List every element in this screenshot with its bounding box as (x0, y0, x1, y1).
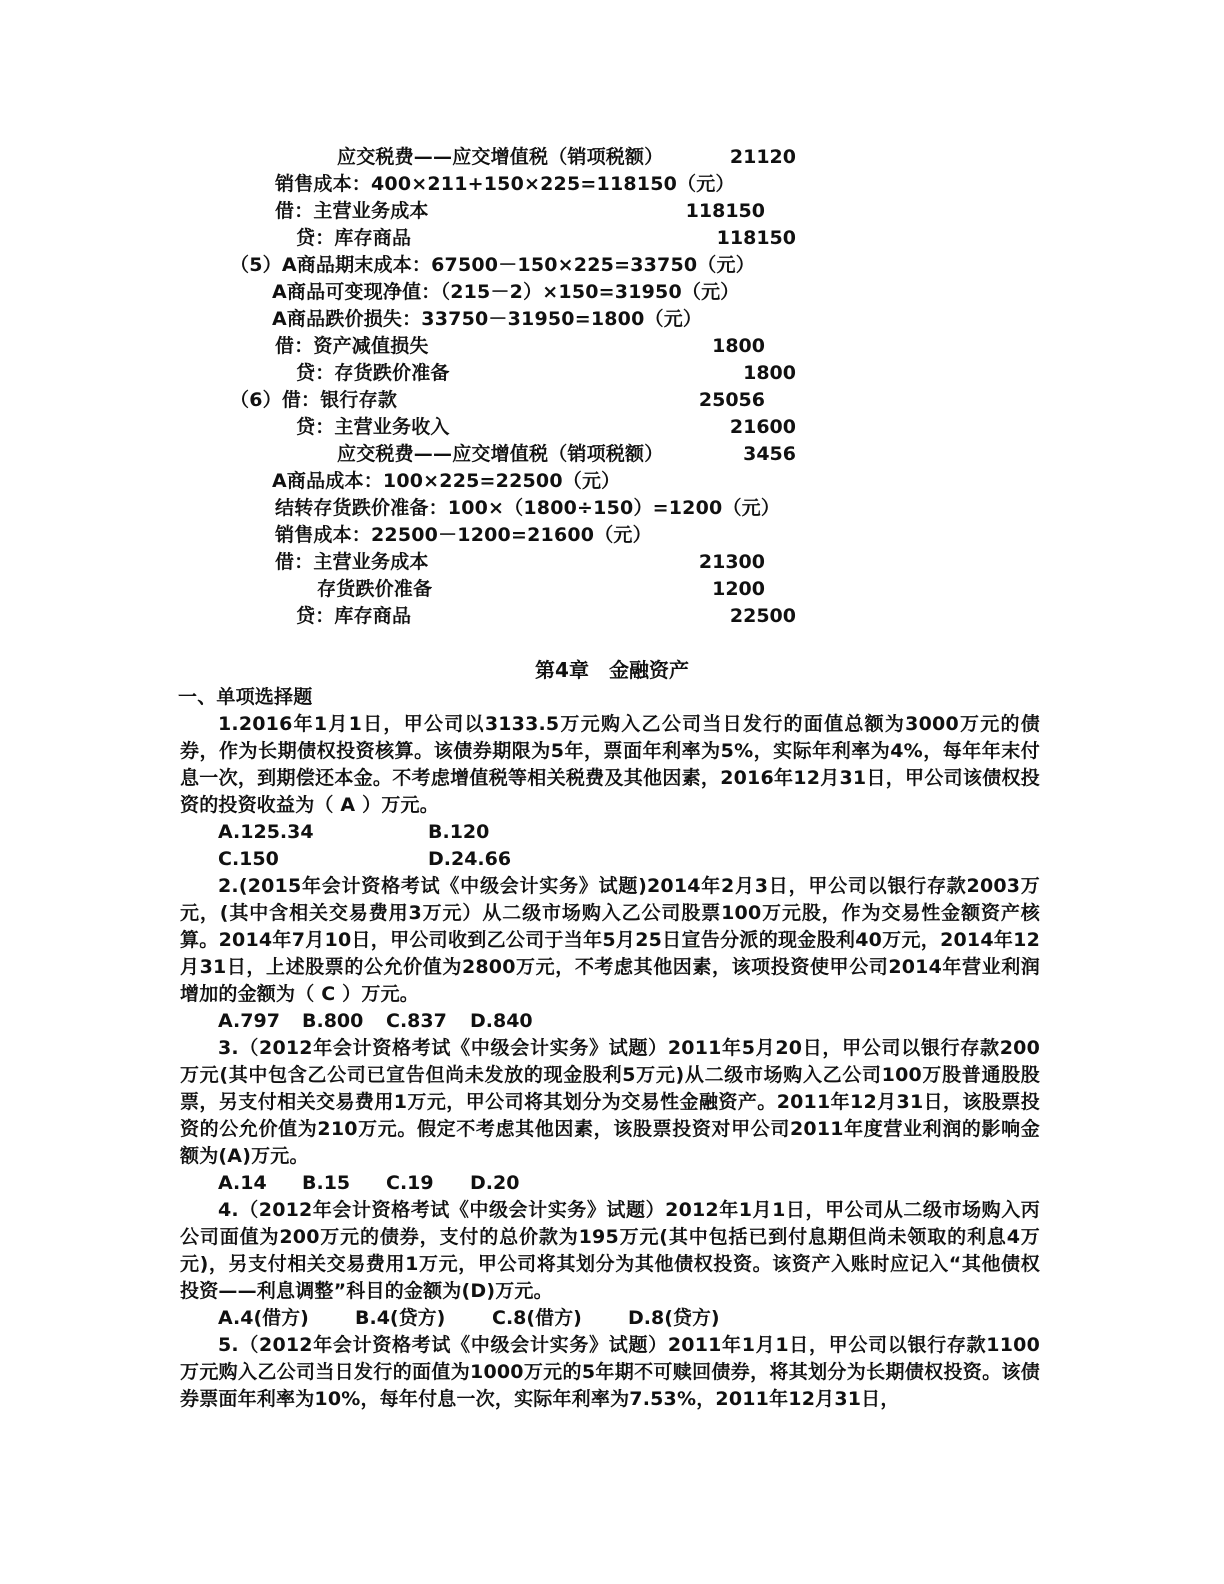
option: C.19 (386, 1172, 434, 1194)
entry-line: 借：主营业务成本 (275, 551, 429, 573)
entry-line: 应交税费——应交增值税（销项税额） (337, 146, 664, 168)
entry-line: 借：资产减值损失 (275, 335, 429, 357)
entry-line: 贷：主营业务收入 (296, 416, 450, 438)
entry-amount: 21600 (729, 416, 796, 438)
option: D.24.66 (428, 848, 512, 870)
entry-line: 贷：库存商品 (296, 227, 412, 249)
entry-line: 结转存货跌价准备：100×（1800÷150）=1200（元） (275, 497, 781, 519)
option: B.15 (302, 1172, 351, 1194)
entry-amount: 118150 (716, 227, 796, 249)
option: B.120 (428, 821, 490, 843)
option: A.125.34 (218, 821, 314, 843)
entry-line: （5）A商品期末成本：67500－150×225=33750（元） (230, 254, 755, 276)
section-heading: 一、单项选择题 (178, 686, 313, 708)
option: D.20 (470, 1172, 520, 1194)
question-text: 1.2016年1月1日，甲公司以3133.5万元购入乙公司当日发行的面值总额为3000万元的债券，作为长期债权投资核算。该债券期限为5年，票面年利率为5%，实际年利率为4%，每年年末付息一次，到期偿还本金。不考虑增值税等相关税费及其他因素，2016年12月31日，甲公司该债权投资的投资收益为（ A ）万元。 (180, 713, 1040, 816)
entry-amount: 21300 (698, 551, 765, 573)
entry-amount: 25056 (698, 389, 765, 411)
option: A.4(借方) (218, 1307, 309, 1329)
entry-line: A商品成本：100×225=22500（元） (272, 470, 621, 492)
option: C.150 (218, 848, 279, 870)
entry-line: 应交税费——应交增值税（销项税额） (337, 443, 664, 465)
entry-line: 贷：库存商品 (296, 605, 412, 627)
chapter-number: 第4章 (535, 658, 589, 682)
option: C.8(借方) (492, 1307, 582, 1329)
option: D.8(贷方) (628, 1307, 720, 1329)
entry-amount: 1800 (743, 362, 796, 384)
option: C.837 (386, 1010, 447, 1032)
entry-amount: 22500 (729, 605, 796, 627)
entry-line: 存货跌价准备 (317, 578, 433, 600)
entry-line: 借：主营业务成本 (275, 200, 429, 222)
entry-amount: 1800 (712, 335, 765, 357)
entry-line: 贷：存货跌价准备 (296, 362, 450, 384)
chapter-title (0, 656, 1224, 684)
entry-line: A商品跌价损失：33750－31950=1800（元） (272, 308, 703, 330)
entry-line: 销售成本：400×211+150×225=118150（元） (275, 173, 735, 195)
option: A.14 (218, 1172, 267, 1194)
question-text: 4.（2012年会计资格考试《中级会计实务》试题）2012年1月1日，甲公司从二级市场购入丙公司面值为200万元的债券，支付的总价款为195万元(其中包括已到付息期但尚未领取的利息4万元)，另支付相关交易费用1万元，甲公司将其划分为其他债权投资。该资产入账时应记入“其他债权投资——利息调整”科目的金额为(D)万元。 (180, 1199, 1040, 1302)
entry-amount: 1200 (712, 578, 765, 600)
entry-amount: 3456 (743, 443, 796, 465)
question-text: 5.（2012年会计资格考试《中级会计实务》试题）2011年1月1日，甲公司以银行存款1100万元购入乙公司当日发行的面值为1000万元的5年期不可赎回债券，将其划分为长期债权投资。该债券票面年利率为10%，每年付息一次，实际年利率为7.53%，2011年12月31日， (180, 1334, 1040, 1410)
option: D.840 (470, 1010, 533, 1032)
entry-amount: 21120 (729, 146, 796, 168)
chapter-name: 金融资产 (608, 658, 689, 682)
entry-amount: 118150 (685, 200, 765, 222)
entry-line: （6）借：银行存款 (230, 389, 398, 411)
entry-line: A商品可变现净值：（215－2）×150=31950（元） (272, 281, 740, 303)
entry-line: 销售成本：22500－1200=21600（元） (275, 524, 652, 546)
question-text: 3.（2012年会计资格考试《中级会计实务》试题）2011年5月20日，甲公司以银行存款200万元(其中包含乙公司已宣告但尚未发放的现金股利5万元)从二级市场购入乙公司100万股普通股股票，另支付相关交易费用1万元，甲公司将其划分为交易性金融资产。2011年12月31日，该股票投资的公允价值为210万元。假定不考虑其他因素，该股票投资对甲公司2011年度营业利润的影响金额为(A)万元。 (180, 1037, 1040, 1167)
question-text: 2.(2015年会计资格考试《中级会计实务》试题)2014年2月3日，甲公司以银行存款2003万元，(其中含相关交易费用3万元）从二级市场购入乙公司股票100万元股，作为交易性金额资产核算。2014年7月10日，甲公司收到乙公司于当年5月25日宣告分派的现金股利40万元，2014年12月31日，上述股票的公允价值为2800万元，不考虑其他因素，该项投资使甲公司2014年营业利润增加的金额为（ C ）万元。 (180, 875, 1040, 1005)
option: A.797 (218, 1010, 280, 1032)
option: B.4(贷方) (355, 1307, 446, 1329)
option: B.800 (302, 1010, 364, 1032)
